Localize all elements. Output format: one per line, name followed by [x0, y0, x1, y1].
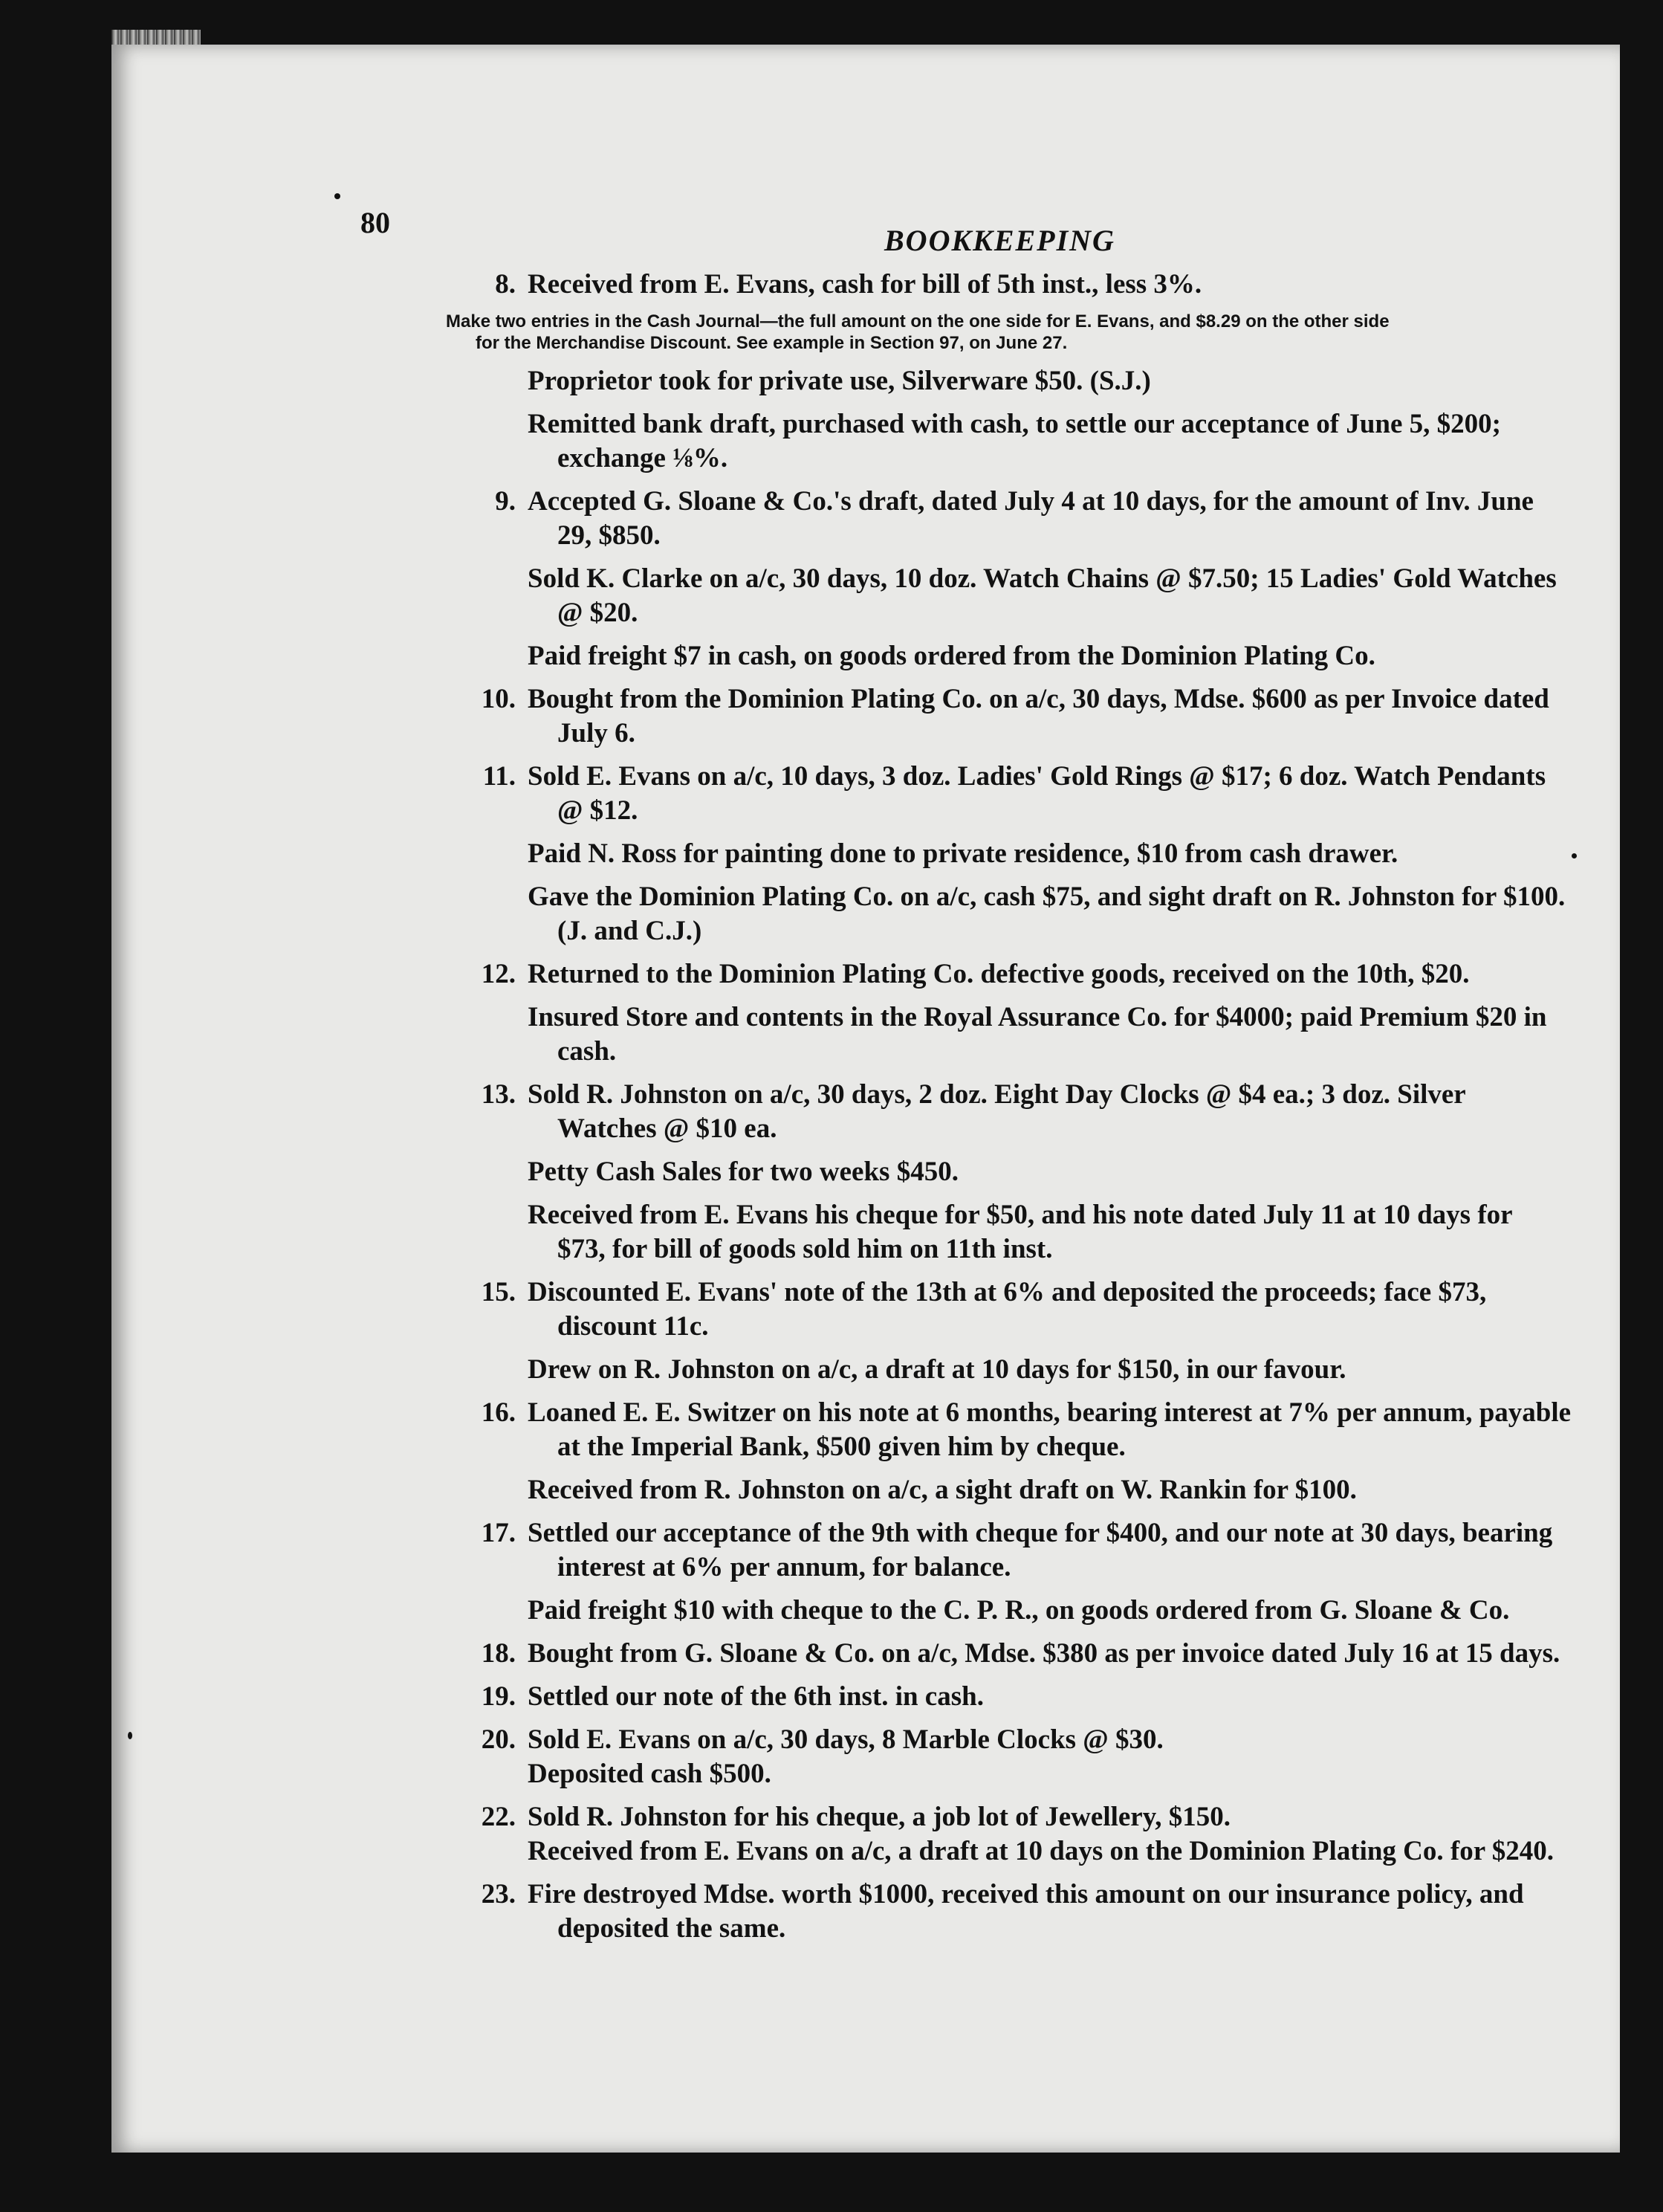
entry-text-line: cash. [557, 1036, 617, 1067]
entry-text-line: (J. and C.J.) [557, 916, 702, 946]
entry-text-line: Fire destroyed Mdse. worth $1000, received this amount on our insurance policy, and [528, 1879, 1524, 1909]
transaction-entry [438, 562, 1627, 630]
entry-day-number: 8. [495, 269, 516, 300]
entry-text-line: Petty Cash Sales for two weeks $450. [528, 1157, 959, 1187]
entry-day-number: 17. [481, 1518, 516, 1548]
transaction-entry [438, 1800, 1627, 1869]
entry-text-line: Gave the Dominion Plating Co. on a/c, cash $75, and sight draft on R. Johnston for $100. [528, 882, 1566, 912]
entry-text-line: Received from E. Evans his cheque for $50, and his note dated July 11 at 10 days for [528, 1200, 1513, 1230]
entry-day-number: 18. [481, 1638, 516, 1669]
instruction-note-line: for the Merchandise Discount. See example in Section 97, on June 27. [476, 333, 1068, 353]
entry-text-line: Accepted G. Sloane & Co.'s draft, dated July 4 at 10 days, for the amount of Inv. June [528, 486, 1534, 517]
entry-day-number: 16. [481, 1397, 516, 1428]
entry-text-line: Received from E. Evans on a/c, a draft at 10 days on the Dominion Plating Co. for $240. [528, 1836, 1554, 1866]
entry-text-line: Bought from the Dominion Plating Co. on a/c, 30 days, Mdse. $600 as per Invoice dated [528, 684, 1549, 714]
transaction-entry [438, 1275, 1627, 1344]
ink-speck [334, 193, 340, 199]
entry-text-line: Remitted bank draft, purchased with cash, to settle our acceptance of June 5, $200; [528, 409, 1501, 439]
entry-day-number: 20. [481, 1724, 516, 1755]
ink-speck [1572, 853, 1577, 858]
entry-text-line: @ $12. [557, 795, 638, 826]
entry-text-line: Sold R. Johnston for his cheque, a job lot of Jewellery, $150. [528, 1802, 1231, 1832]
transaction-entry [438, 880, 1627, 948]
transaction-entry [438, 837, 1627, 871]
entry-text-line: at the Imperial Bank, $500 given him by cheque. [557, 1432, 1126, 1462]
entry-text-line: exchange ⅛%. [557, 443, 728, 473]
transaction-entry [438, 682, 1627, 751]
entry-text-line: Deposited cash $500. [528, 1759, 771, 1789]
entry-text-line: Loaned E. E. Switzer on his note at 6 months, bearing interest at 7% per annum, payable [528, 1397, 1572, 1428]
transaction-entry [438, 1198, 1627, 1267]
entry-text-line: Returned to the Dominion Plating Co. defective goods, received on the 10th, $20. [528, 959, 1470, 989]
entry-text-line: Sold K. Clarke on a/c, 30 days, 10 doz. Watch Chains @ $7.50; 15 Ladies' Gold Watches [528, 563, 1557, 594]
entry-day-number: 10. [481, 684, 516, 714]
transaction-entry [438, 1078, 1627, 1146]
entry-text-line: 29, $850. [557, 520, 661, 551]
entry-day-number: 23. [481, 1879, 516, 1909]
transaction-entry [438, 364, 1627, 398]
entry-text-line: @ $20. [557, 598, 638, 628]
entry-day-number: 22. [481, 1802, 516, 1832]
entry-text-line: Discounted E. Evans' note of the 13th at 6% and deposited the proceeds; face $73, [528, 1277, 1487, 1307]
entry-day-number: 11. [482, 761, 516, 792]
entry-text-line: July 6. [557, 718, 635, 748]
transaction-entry [438, 1353, 1627, 1387]
entry-day-number: 19. [481, 1681, 516, 1712]
entry-day-number: 15. [481, 1277, 516, 1307]
transaction-entry [438, 1594, 1627, 1628]
entry-text-line: Sold R. Johnston on a/c, 30 days, 2 doz. Eight Day Clocks @ $4 ea.; 3 doz. Silver [528, 1079, 1466, 1110]
entry-text-line: interest at 6% per annum, for balance. [557, 1552, 1011, 1582]
running-head: BOOKKEEPING [884, 224, 1115, 257]
entry-text-line: Watches @ $10 ea. [557, 1113, 777, 1144]
instruction-note-line: Make two entries in the Cash Journal—the full amount on the one side for E. Evans, and $8.29 on the other side [446, 311, 1390, 332]
entry-text-line: $73, for bill of goods sold him on 11th inst. [557, 1234, 1053, 1264]
entry-text-line: Settled our note of the 6th inst. in cash. [528, 1681, 984, 1712]
page-number: 80 [360, 206, 390, 239]
transaction-entry [438, 268, 1627, 302]
entry-text-line: Drew on R. Johnston on a/c, a draft at 10 days for $150, in our favour. [528, 1354, 1346, 1385]
transaction-entry [438, 957, 1627, 992]
entry-day-number: 12. [481, 959, 516, 989]
transaction-entry [438, 1396, 1627, 1464]
entry-text-line: Paid freight $7 in cash, on goods ordered from the Dominion Plating Co. [528, 641, 1375, 671]
entry-day-number: 9. [495, 486, 516, 517]
ink-speck [128, 1732, 132, 1739]
entry-text-line: Sold E. Evans on a/c, 30 days, 8 Marble Clocks @ $30. [528, 1724, 1164, 1755]
entry-text-line: deposited the same. [557, 1913, 786, 1944]
entry-text-line: Received from R. Johnston on a/c, a sight draft on W. Rankin for $100. [528, 1475, 1357, 1505]
transaction-entry [438, 760, 1627, 828]
transaction-entry [438, 407, 1627, 476]
entry-text-line: Paid N. Ross for painting done to private residence, $10 from cash drawer. [528, 838, 1398, 869]
transaction-entry [438, 1723, 1627, 1791]
entry-text-line: Bought from G. Sloane & Co. on a/c, Mdse. $380 as per invoice dated July 16 at 15 days. [528, 1638, 1560, 1669]
transaction-entry [438, 1637, 1627, 1671]
entry-text-line: Paid freight $10 with cheque to the C. P. R., on goods ordered from G. Sloane & Co. [528, 1595, 1510, 1626]
transaction-entry [438, 1878, 1627, 1946]
instruction-note [446, 311, 1627, 354]
transaction-entry [438, 1516, 1627, 1585]
transaction-entry [438, 1473, 1627, 1507]
entry-text-line: Sold E. Evans on a/c, 10 days, 3 doz. Ladies' Gold Rings @ $17; 6 doz. Watch Pendants [528, 761, 1546, 792]
transaction-entry [438, 639, 1627, 673]
exercise-list [438, 268, 1627, 1955]
entry-text-line: Received from E. Evans, cash for bill of 5th inst., less 3%. [528, 269, 1202, 300]
entry-text-line: Insured Store and contents in the Royal Assurance Co. for $4000; paid Premium $20 in [528, 1002, 1547, 1032]
entry-text-line: Settled our acceptance of the 9th with cheque for $400, and our note at 30 days, bearing [528, 1518, 1553, 1548]
entry-day-number: 13. [481, 1079, 516, 1110]
transaction-entry [438, 1680, 1627, 1714]
entry-text-line: discount 11c. [557, 1311, 709, 1342]
transaction-entry [438, 1000, 1627, 1069]
transaction-entry [438, 1155, 1627, 1189]
entry-text-line: Proprietor took for private use, Silverware $50. (S.J.) [528, 366, 1151, 396]
transaction-entry [438, 485, 1627, 553]
